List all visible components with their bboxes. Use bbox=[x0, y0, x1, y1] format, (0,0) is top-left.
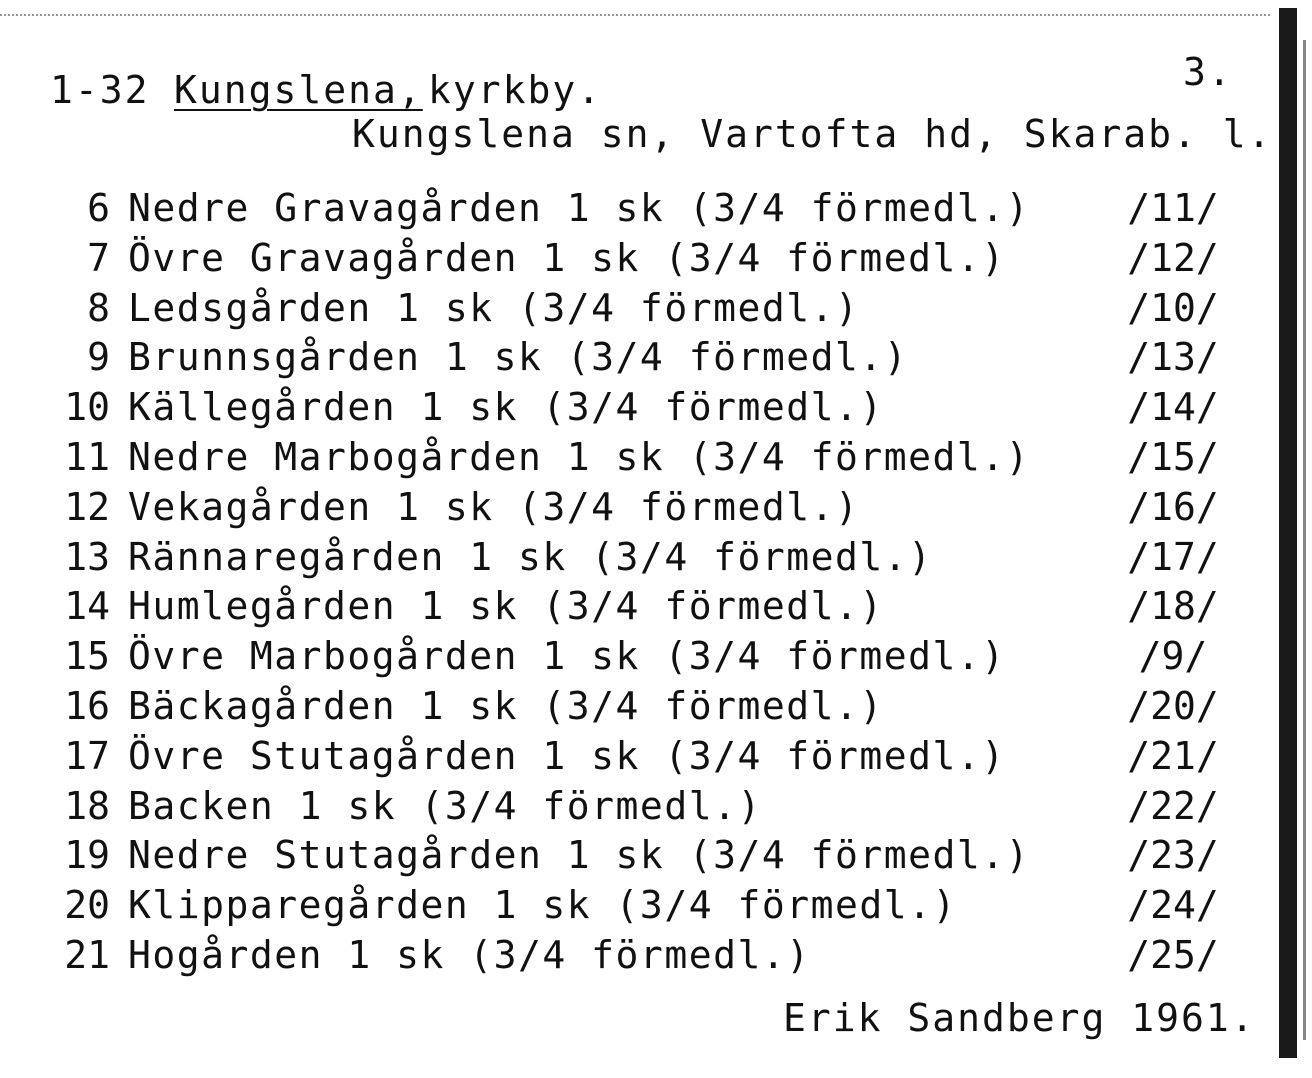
entry-reference: /18/ bbox=[1127, 584, 1219, 628]
entry-text: Nedre Gravagården 1 sk (3/4 förmedl.) bbox=[128, 186, 1030, 230]
entry-reference: /14/ bbox=[1127, 385, 1219, 429]
entry-reference: /10/ bbox=[1127, 286, 1219, 330]
entry-text: Backen 1 sk (3/4 förmedl.) bbox=[128, 784, 762, 828]
entry-number: 12 bbox=[64, 485, 110, 529]
entry-text: Bäckagården 1 sk (3/4 förmedl.) bbox=[128, 684, 884, 728]
card-number: 3. bbox=[1183, 50, 1233, 94]
entry-number: 15 bbox=[64, 634, 110, 678]
entry-number: 7 bbox=[87, 236, 110, 280]
entry-text: Nedre Stutagården 1 sk (3/4 förmedl.) bbox=[128, 833, 1030, 877]
entry-number: 19 bbox=[64, 833, 110, 877]
entry-number: 14 bbox=[64, 584, 110, 628]
entry-number: 21 bbox=[64, 933, 110, 977]
entry-number: 18 bbox=[64, 784, 110, 828]
entry-text: Nedre Marbogården 1 sk (3/4 förmedl.) bbox=[128, 435, 1030, 479]
entry-number: 13 bbox=[64, 535, 110, 579]
scan-right-edge-line bbox=[1303, 40, 1306, 1040]
entry-reference: /9/ bbox=[1138, 634, 1208, 678]
entry-text: Brunnsgården 1 sk (3/4 förmedl.) bbox=[128, 335, 909, 379]
entry-text: Ledsgården 1 sk (3/4 förmedl.) bbox=[128, 286, 860, 330]
entry-reference: /13/ bbox=[1127, 335, 1219, 379]
entry-number: 11 bbox=[64, 435, 110, 479]
entry-number: 6 bbox=[87, 186, 110, 230]
entry-reference: /12/ bbox=[1127, 236, 1219, 280]
entry-text: Övre Marbogården 1 sk (3/4 förmedl.) bbox=[128, 634, 1006, 678]
scan-right-edge bbox=[1279, 8, 1297, 1058]
entry-text: Övre Gravagården 1 sk (3/4 förmedl.) bbox=[128, 236, 1006, 280]
entry-number: 20 bbox=[64, 883, 110, 927]
entry-text: Övre Stutagården 1 sk (3/4 förmedl.) bbox=[128, 734, 1006, 778]
entry-text: Humlegården 1 sk (3/4 förmedl.) bbox=[128, 584, 884, 628]
signature: Erik Sandberg 1961. bbox=[783, 996, 1256, 1040]
scan-top-edge bbox=[0, 14, 1270, 17]
entry-reference: /15/ bbox=[1127, 435, 1219, 479]
entry-number: 16 bbox=[64, 684, 110, 728]
header-title: Kungslena, bbox=[174, 68, 423, 112]
entry-text: Vekagården 1 sk (3/4 förmedl.) bbox=[128, 485, 860, 529]
entry-text: Hogården 1 sk (3/4 förmedl.) bbox=[128, 933, 811, 977]
entry-number: 8 bbox=[87, 286, 110, 330]
entry-text: Klipparegården 1 sk (3/4 förmedl.) bbox=[128, 883, 957, 927]
header-subtitle: kyrkby. bbox=[428, 68, 603, 112]
entry-reference: /20/ bbox=[1127, 684, 1219, 728]
entry-reference: /17/ bbox=[1127, 535, 1219, 579]
entry-reference: /21/ bbox=[1127, 734, 1219, 778]
entry-reference: /22/ bbox=[1127, 784, 1219, 828]
entry-reference: /16/ bbox=[1127, 485, 1219, 529]
entry-text: Källegården 1 sk (3/4 förmedl.) bbox=[128, 385, 884, 429]
entry-number: 17 bbox=[64, 734, 110, 778]
entry-reference: /24/ bbox=[1127, 883, 1219, 927]
entry-number: 9 bbox=[87, 335, 110, 379]
entry-reference: /25/ bbox=[1127, 933, 1219, 977]
entry-text: Rännaregården 1 sk (3/4 förmedl.) bbox=[128, 535, 933, 579]
entry-number: 10 bbox=[64, 385, 110, 429]
parish-line: Kungslena sn, Vartofta hd, Skarab. l. bbox=[352, 112, 1273, 156]
entry-reference: /23/ bbox=[1127, 833, 1219, 877]
header-code: 1-32 bbox=[50, 68, 150, 112]
entry-reference: /11/ bbox=[1127, 186, 1219, 230]
